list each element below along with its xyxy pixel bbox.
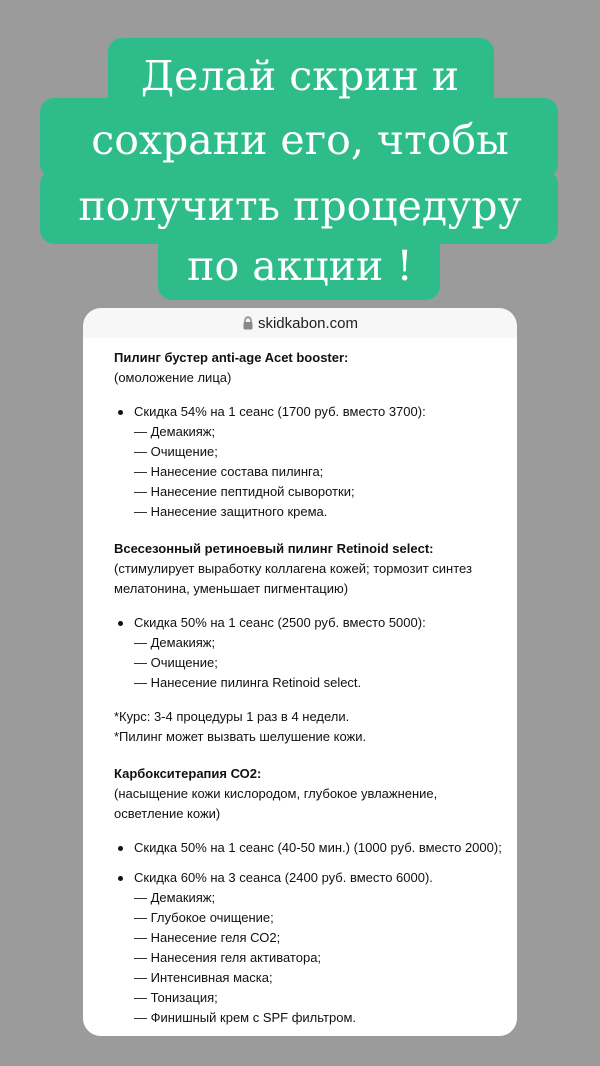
offer-item <box>114 402 506 522</box>
offer-list <box>114 613 506 693</box>
bullet-dot-icon <box>118 410 123 415</box>
offer-list <box>114 402 506 522</box>
procedure-step: — Очищение; <box>134 655 218 670</box>
address-bar[interactable] <box>83 308 517 338</box>
bullet-dot-icon <box>118 846 123 851</box>
headline-banner <box>0 0 600 300</box>
offer-item <box>114 613 506 693</box>
headline-line-2: сохрани его, чтобы <box>91 116 509 164</box>
procedure-step: — Нанесение защитного крема. <box>134 504 328 519</box>
page-content <box>83 338 517 1036</box>
offer-item <box>114 868 506 1028</box>
note-line: *Пилинг может вызвать шелушение кожи. <box>114 729 367 744</box>
procedure-step: — Нанесение пилинга Retinoid select. <box>134 675 362 690</box>
procedure-step: — Демакияж; <box>134 635 216 650</box>
procedure-description: (насыщение кожи кислородом, глубокое увлажнение, осветление кожи) <box>114 786 438 821</box>
offer-text: Скидка 60% на 3 сеанса (2400 руб. вместо 6000). <box>134 870 433 885</box>
course-notes <box>114 707 506 747</box>
headline-line-3: получить процедуру <box>78 182 522 230</box>
headline-line-4: по акции ! <box>187 242 413 290</box>
url-text[interactable]: skidkabon.com <box>257 314 359 332</box>
browser-screenshot-card <box>83 308 517 1036</box>
procedure-step: — Демакияж; <box>134 890 216 905</box>
procedure-step: — Интенсивная маска; <box>134 970 273 985</box>
bullet-dot-icon <box>118 621 123 626</box>
procedure-step: — Нанесения геля активатора; <box>134 950 322 965</box>
procedure-steps <box>134 422 506 522</box>
procedure-description: (стимулирует выработку коллагена кожей; тормозит синтез мелатонина, уменьшает пигментацию) <box>114 561 472 596</box>
procedure-section <box>114 764 506 1028</box>
procedure-step: — Нанесение пептидной сыворотки; <box>134 484 355 499</box>
offer-item <box>114 838 506 858</box>
procedure-step: — Тонизация; <box>134 990 218 1005</box>
procedure-step: — Нанесение состава пилинга; <box>134 464 324 479</box>
offer-text: Скидка 54% на 1 сеанс (1700 руб. вместо 3700): <box>134 404 426 419</box>
procedure-step: — Глубокое очищение; <box>134 910 274 925</box>
offer-text: Скидка 50% на 1 сеанс (40-50 мин.) (1000 руб. вместо 2000); <box>134 840 502 855</box>
procedure-description: (омоложение лица) <box>114 370 232 385</box>
procedure-steps <box>134 633 506 693</box>
procedure-step: — Нанесение геля СО2; <box>134 930 281 945</box>
procedure-step: — Очищение; <box>134 444 218 459</box>
note-line: *Курс: 3-4 процедуры 1 раз в 4 недели. <box>114 709 350 724</box>
lock-icon <box>242 316 254 330</box>
procedure-title: Карбокситерапия СО2: <box>114 766 262 781</box>
procedure-section <box>114 348 506 522</box>
offer-text: Скидка 50% на 1 сеанс (2500 руб. вместо 5000): <box>134 615 426 630</box>
offer-list <box>114 838 506 1028</box>
procedure-section <box>114 539 506 747</box>
procedure-step: — Демакияж; <box>134 424 216 439</box>
headline-line-1: Делай скрин и <box>140 52 460 100</box>
offers-list <box>114 348 506 1028</box>
procedure-steps <box>134 888 506 1028</box>
procedure-step: — Финишный крем с SPF фильтром. <box>134 1010 356 1025</box>
procedure-title: Всесезонный ретиноевый пилинг Retinoid select: <box>114 541 434 556</box>
procedure-title: Пилинг бустер anti-age Acet booster: <box>114 350 349 365</box>
bullet-dot-icon <box>118 876 123 881</box>
